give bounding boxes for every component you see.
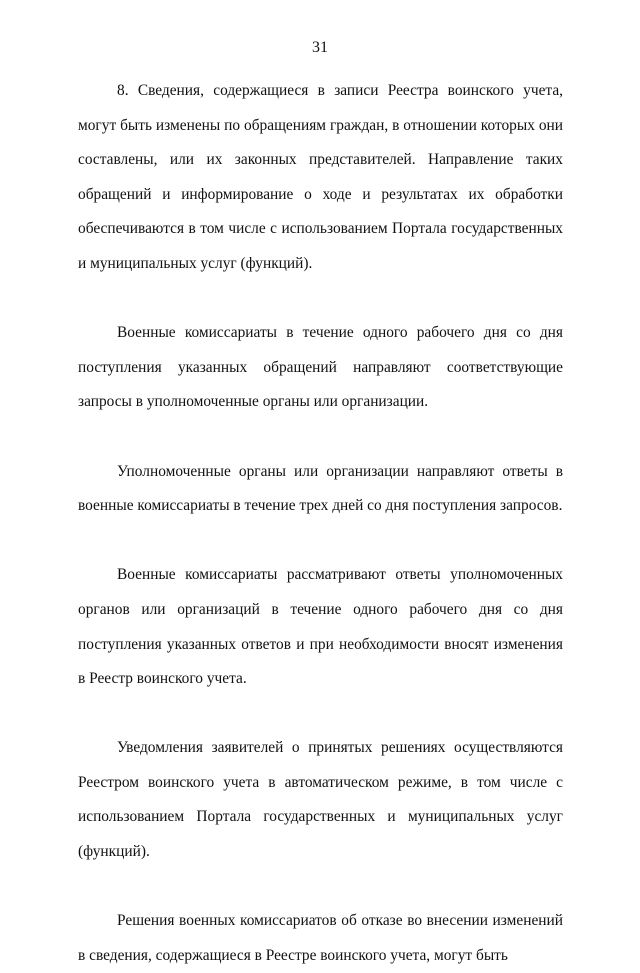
page-number: 31 — [312, 39, 328, 56]
paragraph-2: Военные комиссариаты в течение одного рабочего дня со дня поступления указанных обращений направляют соответствующие запросы в уполномоченные органы или организации. — [78, 324, 563, 411]
paragraph-4: Военные комиссариаты рассматривают ответы уполномоченных органов или организаций в течение одного рабочего дня со дня поступления указанных ответов и при необходимости вносят изменения в Реестр воинского учета. — [78, 566, 563, 688]
paragraph-gap — [78, 697, 563, 732]
paragraph-gap — [78, 420, 563, 455]
paragraph-gap — [78, 524, 563, 559]
paragraph-5: Уведомления заявителей о принятых решениях осуществляются Реестром воинского учета в автоматическом режиме, в том числе с использованием Портала государственных и муниципальных услуг (функций). — [78, 739, 563, 861]
paragraph-3: Уполномоченные органы или организации направляют ответы в военные комиссариаты в течение трех дней со дня поступления запросов. — [78, 462, 563, 515]
paragraph-gap — [78, 282, 563, 317]
paragraph-gap — [78, 870, 563, 905]
paragraph-6: Решения военных комиссариатов об отказе во внесении изменений в сведения, содержащиеся в Реестре воинского учета, могут быть — [78, 912, 563, 964]
paragraph-1: 8. Сведения, содержащиеся в записи Реестра воинского учета, могут быть изменены по обращениям граждан, в отношении которых они составлены, или их законных представителей. Направление таких обращений и информирование о ходе и результатах их обработки обеспечиваются в том числе с использованием Портала государственных и муниципальных услуг (функций). — [78, 82, 563, 272]
document-body — [78, 74, 563, 973]
